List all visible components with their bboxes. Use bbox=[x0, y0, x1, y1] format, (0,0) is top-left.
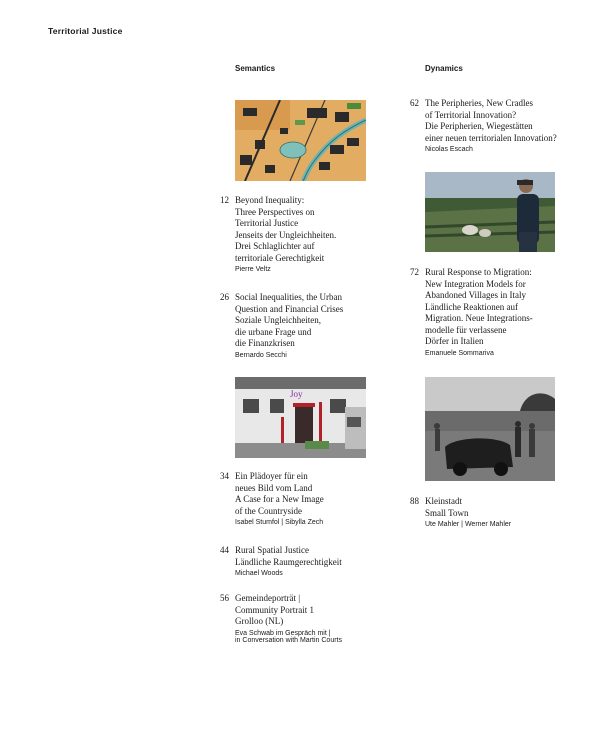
section-heading-dynamics: Dynamics bbox=[425, 64, 463, 73]
entry-author: Isabel Stumfol | Sibylla Zech bbox=[235, 519, 324, 526]
page-number: 62 bbox=[410, 98, 419, 108]
entry-title: Social Inequalities, the Urban Question and Financial Crises Soziale Ungleichheiten, die urbane Frage und die Finanzkrisen bbox=[235, 292, 344, 348]
toc-entry-12[interactable] bbox=[220, 195, 410, 273]
svg-text:Joy: Joy bbox=[290, 389, 303, 399]
entry-author: Emanuele Sommariva bbox=[425, 349, 494, 357]
page-number: 12 bbox=[220, 195, 229, 205]
book-title: Territorial Justice bbox=[48, 26, 123, 36]
entry-title: Kleinstadt Small Town bbox=[425, 496, 469, 518]
entry-author: Eva Schwab im Gespräch mit | in Conversation with Martin Courts bbox=[235, 629, 342, 644]
entry-title: Rural Response to Migration: New Integration Models for Abandoned Villages in Italy Ländliche Reaktionen auf Migration. Neue Integrations- modelle für verlassene Dörfer in Italien bbox=[425, 267, 533, 346]
entry-author: Michael Woods bbox=[235, 570, 283, 577]
page-number: 56 bbox=[220, 593, 229, 603]
page-number: 26 bbox=[220, 292, 229, 302]
toc-entry-44[interactable] bbox=[220, 545, 410, 577]
entry-title: Rural Spatial Justice Ländliche Raumgerechtigkeit bbox=[235, 545, 342, 567]
toc-entry-62[interactable] bbox=[410, 98, 585, 153]
entry-title: Gemeindeporträt | Community Portrait 1 Grolloo (NL) bbox=[235, 593, 315, 626]
toc-entry-72[interactable] bbox=[410, 267, 585, 357]
toc-entry-26[interactable] bbox=[220, 292, 410, 359]
page-number: 44 bbox=[220, 545, 229, 555]
house-facade-photo bbox=[235, 377, 366, 458]
page-number: 88 bbox=[410, 496, 419, 506]
toc-entry-88[interactable] bbox=[410, 496, 585, 528]
entry-title: The Peripheries, New Cradles of Territorial Innovation? Die Peripherien, Wiegestätten einer neuen territorialen Innovation? bbox=[425, 98, 557, 143]
page-number: 72 bbox=[410, 267, 419, 277]
entry-author: Pierre Veltz bbox=[235, 266, 271, 273]
entry-author: Nicolas Escach bbox=[425, 146, 473, 153]
page-number: 34 bbox=[220, 471, 229, 481]
small-town-photo bbox=[425, 377, 555, 481]
entry-title: Beyond Inequality: Three Perspectives on Territorial Justice Jenseits der Ungleichheiten. Drei Schlaglichter auf territoriale Gerechtigkeit bbox=[235, 195, 337, 263]
toc-entry-56[interactable] bbox=[220, 593, 410, 644]
entry-author: Bernardo Secchi bbox=[235, 351, 287, 359]
aerial-map-image bbox=[235, 100, 366, 181]
shepherd-field-photo bbox=[425, 172, 555, 252]
entry-author: Ute Mahler | Werner Mahler bbox=[425, 521, 512, 528]
section-heading-semantics: Semantics bbox=[235, 64, 276, 73]
entry-title: Ein Plädoyer für ein neues Bild vom Land A Case for a New Image of the Countryside bbox=[235, 471, 324, 516]
toc-entry-34[interactable] bbox=[220, 471, 410, 526]
